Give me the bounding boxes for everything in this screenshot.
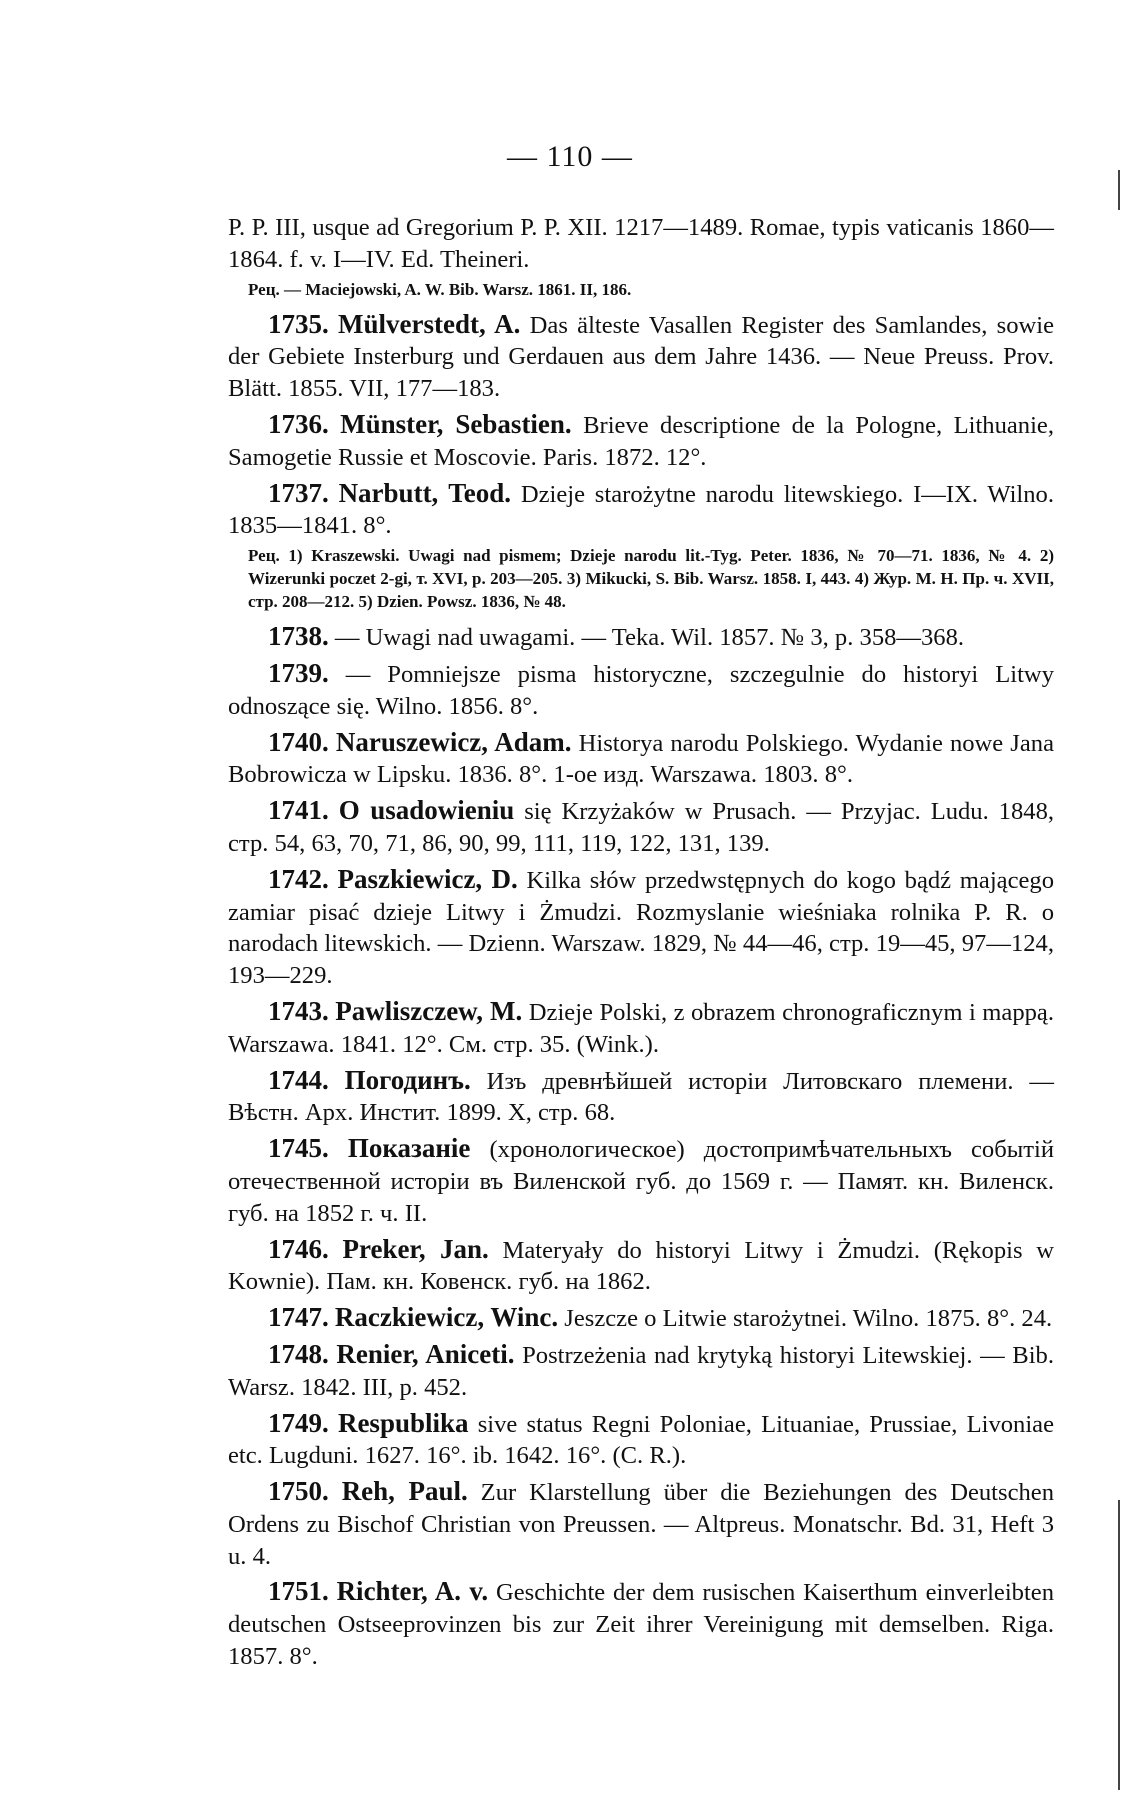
entry-12: [228, 1302, 1054, 1335]
entry-16: [228, 1576, 1054, 1672]
entry-number: 1746.: [268, 1233, 329, 1264]
entry-text: Historya narodu Polskiego. Wydanie nowe Jana Bobrowicza w Lipsku. 1836. 8°. 1-oe изд. Warszawa. 1803. 8°.: [228, 729, 1054, 789]
entry-13: [228, 1339, 1054, 1404]
entry-author: O usadowieniu: [338, 795, 515, 826]
entry-number: 1742.: [268, 863, 329, 894]
entry-3: [228, 621, 1054, 654]
entry-author: Richter, A. v.: [336, 1576, 489, 1607]
entry-lead-note: Рец. — Maciejowski, A. W. Bib. Warsz. 1861. II, 186.: [248, 279, 632, 299]
entry-author: Naruszewicz, Adam.: [335, 726, 572, 757]
entry-lead: [228, 212, 1054, 276]
entry-0: [228, 309, 1054, 405]
margin-rule-top: [1118, 170, 1120, 210]
entry-author: Погодинъ.: [344, 1064, 471, 1095]
entry-6: [228, 795, 1054, 860]
entry-8: [228, 996, 1054, 1061]
entry-author: Pawliszczew, M.: [335, 995, 523, 1026]
entry-number: 1748.: [268, 1338, 329, 1369]
entry-author: Renier, Aniceti.: [336, 1338, 515, 1369]
entry-5: [228, 727, 1054, 792]
entry-9: [228, 1065, 1054, 1130]
entry-text: Brieve descriptione de la Pologne, Lithuanie, Samogetie Russie et Moscovie. Paris. 1872. 12°.: [228, 411, 1054, 471]
entry-author: Münster, Sebastien.: [340, 408, 572, 439]
entry-number: 1744.: [268, 1064, 329, 1095]
page-number: — 110 —: [507, 140, 633, 173]
entry-text: Zur Klarstellung über die Beziehungen des Deutschen Ordens zu Bischof Christian von Preussen. — Altpreus. Monatschr. Bd. 31, Heft 3 u. 4.: [228, 1479, 1055, 1570]
entry-2: [228, 478, 1054, 543]
entry-text: (хронологическое) достопримѣчательныхъ событій отечественной исторіи въ Виленской губ. до 1569 г. — Памят. кн. Виленск. губ. на 1852 г. ч. II.: [228, 1136, 1054, 1227]
entry-text: — Uwagi nad uwagami. — Teka. Wil. 1857. № 3, p. 358—368.: [334, 624, 965, 652]
entry-number: 1738.: [268, 621, 329, 652]
entries-list: [228, 309, 1054, 1673]
entry-text: Das älteste Vasallen Register des Samlandes, sowie der Gebiete Insterburg und Gerdauen aus dem Jahre 1436. — Neue Preuss. Prov. Blätt. 1855. VII, 177—183.: [228, 311, 1055, 403]
entry-text: Geschichte der dem rusischen Kaiserthum einverleibten deutschen Ostseeprovinzen bis zur Zeit ihrer Vereinigung mit demselben. Riga. 1857. 8°.: [228, 1579, 1054, 1671]
entry-author: Preker, Jan.: [342, 1233, 489, 1264]
entry-text: Kilka słów przedwstępnych do kogo bądź mającego zamiar pisać dzieje Litwy i Żmudzi. Rozmyslanie wieśniaka rolnika P. R. o narodach litewskich. — Dzienn. Warszaw. 1829, № 44—46, стр. 19—45, 97—124, 193—229.: [228, 866, 1055, 990]
entry-1: [228, 409, 1054, 474]
entry-author: Respublika: [337, 1407, 469, 1438]
entry-11: [228, 1234, 1054, 1299]
entry-number: 1750.: [268, 1476, 329, 1507]
entry-7: [228, 864, 1054, 992]
entry-author: Mülverstedt, A.: [338, 308, 521, 339]
entry-number: 1741.: [268, 795, 329, 826]
entry-text: sive status Regni Poloniae, Lituaniae, Prussiae, Livoniae etc. Lugduni. 1627. 16°. ib. 1642. 16°. (C. R.).: [228, 1410, 1055, 1470]
entry-4: [228, 658, 1054, 723]
entry-number: 1751.: [268, 1576, 329, 1607]
entry-14: [228, 1408, 1054, 1473]
entry-number: 1747.: [268, 1302, 329, 1333]
entry-author: Reh, Paul.: [341, 1476, 468, 1507]
entry-text: się Krzyżaków w Prusach. — Przyjac. Ludu. 1848, стр. 54, 63, 70, 71, 86, 90, 99, 111, 119, 122, 131, 139.: [228, 798, 1055, 857]
entry-text: Jeszcze o Litwie starożytnei. Wilno. 1875. 8°. 24.: [564, 1305, 1053, 1333]
entry-number: 1745.: [268, 1133, 329, 1164]
entry-10: [228, 1133, 1054, 1229]
entry-author: Paszkiewicz, D.: [337, 863, 518, 894]
entry-text: — Pomniejsze pisma historyczne, szczegulnie do historyi Litwy odnoszące się. Wilno. 1856. 8°.: [228, 660, 1054, 720]
entry-text: Dzieje Polski, z obrazem chronograficznym i mappą. Warszawa. 1841. 12°. См. стр. 35. (Wink.).: [228, 998, 1054, 1058]
margin-rule-bottom: [1118, 1500, 1120, 1790]
bibliography-body: [228, 212, 1054, 1673]
entry-number: 1735.: [268, 308, 329, 339]
entry-author: Narbutt, Teod.: [338, 477, 512, 508]
entry-number: 1743.: [268, 995, 329, 1026]
entry-author: Raczkiewicz, Winc.: [334, 1302, 559, 1333]
entry-text: Postrzeżenia nad krytyką historyi Litewskiej. — Bib. Warsz. 1842. III, p. 452.: [228, 1341, 1054, 1401]
entry-text: Dzieje starożytne narodu litewskiego. I—IX. Wilno. 1835—1841. 8°.: [228, 480, 1054, 540]
entry-text: Изъ древнѣйшей исторіи Литовскаго племени. — Вѣстн. Арх. Инстит. 1899. X, стр. 68.: [228, 1067, 1054, 1127]
entry-number: 1739.: [268, 657, 329, 688]
entry-text: Materyały do historyi Litwy i Żmudzi. (Rękopis w Kownie). Пам. кн. Ковенск. губ. на 1862.: [228, 1236, 1054, 1296]
entry-number: 1737.: [268, 477, 329, 508]
entry-note: Рец. 1) Kraszewski. Uwagi nad pismem; Dzieje narodu lit.-Tyg. Peter. 1836, № 70—71. 1836, № 4. 2) Wizerunki poczet 2-gi, т. XVI, p. 203—205. 3) Mikucki, S. Bib. Warsz. 1858. I, 443. 4) Жур. M. H. Пр. ч. XVII, стр. 208—212. 5) Dzien. Powsz. 1836, № 48.: [248, 546, 1054, 612]
entry-number: 1736.: [268, 408, 329, 439]
entry-15: [228, 1476, 1054, 1572]
entry-lead-text: P. P. III, usque ad Gregorium P. P. XII. 1217—1489. Romae, typis vaticanis 1860—1864. f. v. I—IV. Ed. Theineri.: [228, 214, 1054, 273]
entry-number: 1749.: [268, 1407, 329, 1438]
entry-author: Показаніе: [347, 1133, 471, 1164]
entry-number: 1740.: [268, 726, 329, 757]
